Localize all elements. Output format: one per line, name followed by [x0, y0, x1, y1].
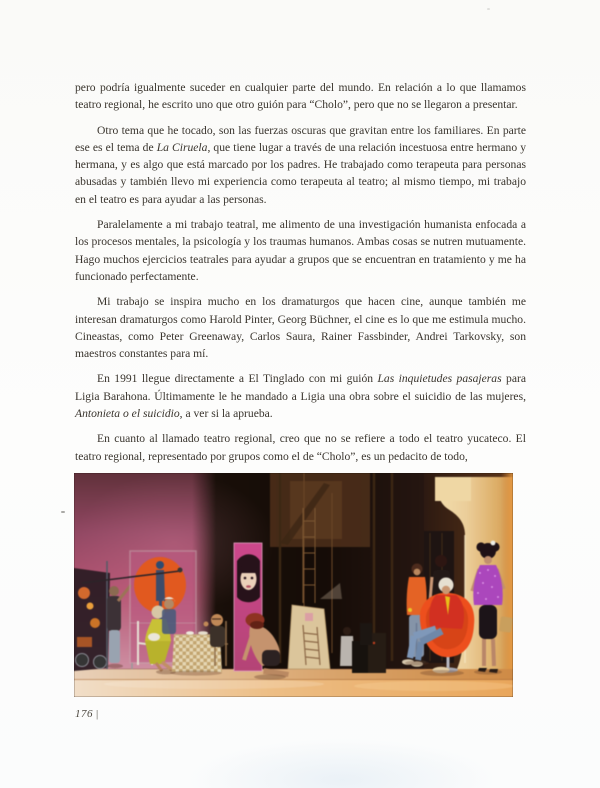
prop-cart [74, 561, 110, 671]
body-paragraph: Otro tema que he tocado, son las fuerzas oscuras que gravitan entre los familiares. En parte ese es el tema de La Ciruela, que tiene lugar a través de una relación incestuosa entre hermano y hermana, y es algo que está marcado por los padres. He trabajado como terapeuta para personas abusadas y también llevo mi experiencia como terapeuta al teatro; al mismo tiempo, mi trabajo en el teatro es para ayudar a las personas. [75, 123, 526, 206]
body-paragraph: En cuanto al llamado teatro regional, creo que no se refiere a todo el teatro yucateco. El teatro regional, representado por grupos como el de “Cholo”, es un pedacito de todo, [75, 432, 526, 463]
body-paragraph: Mi trabajo se inspira mucho en los dramaturgos que hacen cine, aunque también me interesan dramaturgos como Harold Pinter, Georg Büchner, el cine es lo que me estimula mucho. Cineastas, como Peter Greenaway, Carlos Saura, Rainer Fassbinder, Andrei Tarkovsky, son maestros constantes para mí. [75, 295, 526, 361]
leaning-panel [288, 605, 330, 669]
scan-speck [61, 511, 65, 513]
body-text [75, 79, 526, 465]
body-paragraph: En 1991 llegue directamente a El Tinglado con mi guión Las inquietudes pasajeras para Ligia Barahona. Últimamente le he mandado a Ligia una obra sobre el suicidio de las mujeres, Antonieta o el suicidio, a ver si la aprueba. [75, 372, 526, 421]
page-content [75, 79, 526, 697]
page-number: 176 [75, 708, 93, 720]
stage-photo-illustration [74, 473, 513, 697]
body-paragraph: pero podría igualmente suceder en cualquier parte del mundo. En relación a lo que llamamos teatro regional, he escrito uno que otro guión para “Cholo”, pero que no se llegaron a presentar. [75, 81, 526, 112]
scan-speck [487, 8, 490, 10]
page-footer [75, 708, 99, 720]
stage-photograph [74, 473, 513, 697]
body-paragraph: Paralelamente a mi trabajo teatral, me alimento de una investigación humanista enfocada a los procesos mentales, la psicología y los traumas humanos. Ambas cosas se nutren mutuamente. Hago muchos ejercicios teatrales para ayudar a grupos que se encuentran en tratamiento y me ha funcionado perfectamente. [75, 218, 526, 283]
page-number-divider: | [96, 708, 99, 720]
